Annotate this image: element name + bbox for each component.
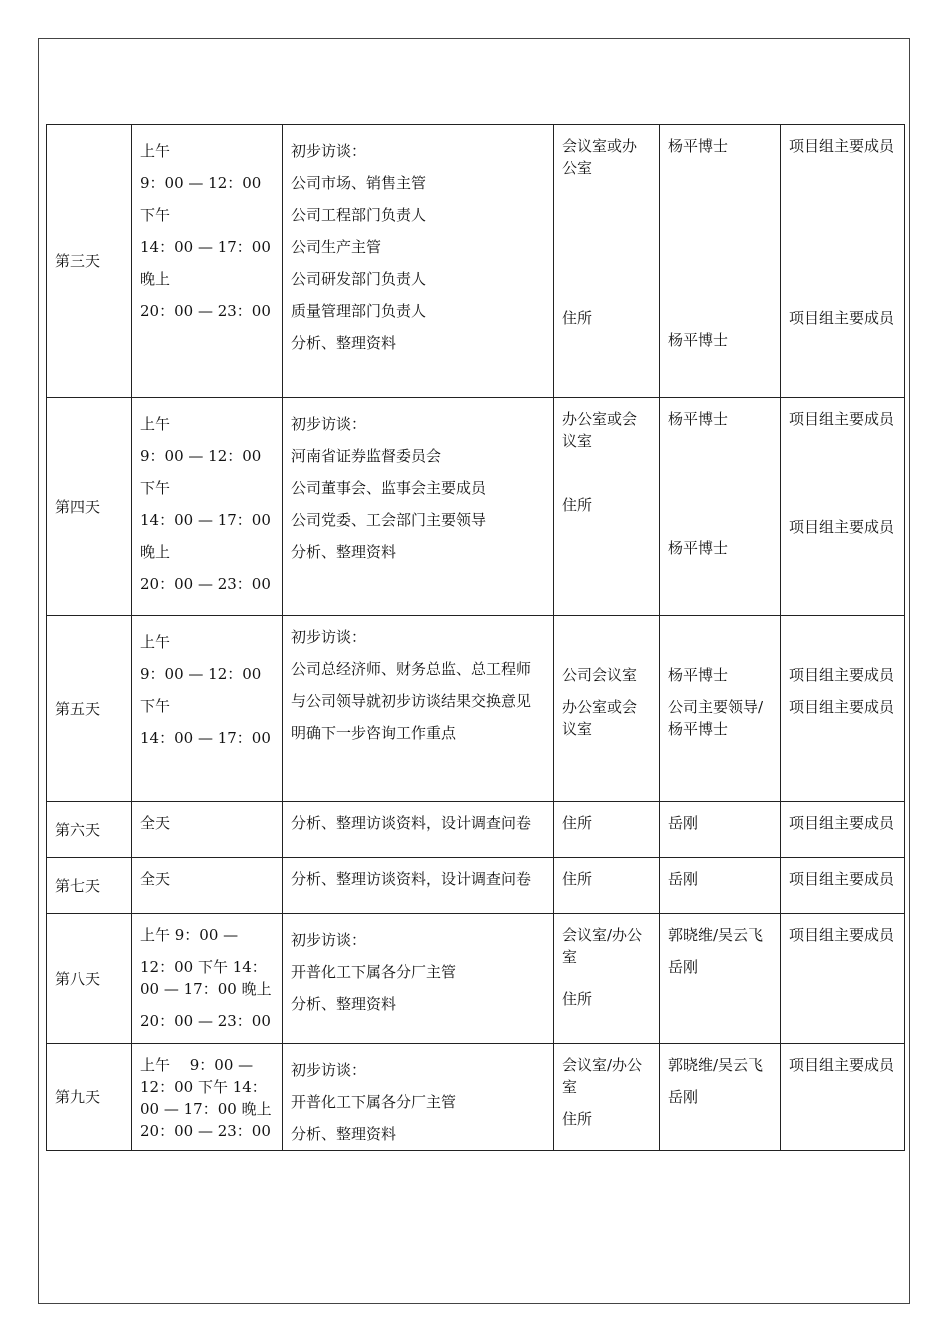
table-row [47, 1044, 905, 1151]
location-cell: 会议室或办公室 住所 [554, 125, 660, 398]
person-cell: 郭晓维/吴云飞 岳刚 [660, 914, 781, 1044]
time-cell: 上午 9：00 — 12：00 下午 14：00 — 17：00 晚上 20：00 — 23：00 [132, 125, 283, 398]
day-cell: 第七天 [47, 858, 132, 914]
day-cell: 第八天 [47, 914, 132, 1044]
content-cell: 初步访谈： 公司市场、销售主管 公司工程部门负责人 公司生产主管 公司研发部门负责人 质量管理部门负责人 分析、整理资料 [283, 125, 554, 398]
person-cell: 岳刚 [660, 858, 781, 914]
person-cell: 郭晓维/吴云飞 岳刚 [660, 1044, 781, 1151]
table-row [47, 616, 905, 802]
attendees-cell: 项目组主要成员 [781, 858, 905, 914]
schedule-table [46, 124, 905, 1151]
time-cell: 全天 [132, 858, 283, 914]
location-cell: 公司会议室 办公室或会议室 [554, 616, 660, 802]
location-cell: 办公室或会议室 住所 [554, 398, 660, 616]
location-cell: 会议室/办公室 住所 [554, 914, 660, 1044]
person-cell: 杨平博士 杨平博士 [660, 398, 781, 616]
person-cell: 杨平博士 杨平博士 [660, 125, 781, 398]
time-cell: 上午 9：00 — 12：00 下午 14：00 — 17：00 晚上 20：00 — 23：00 [132, 398, 283, 616]
day-cell: 第三天 [47, 125, 132, 398]
content-cell: 分析、整理访谈资料，设计调查问卷 [283, 802, 554, 858]
time-cell: 全天 [132, 802, 283, 858]
day-cell: 第五天 [47, 616, 132, 802]
content-cell: 初步访谈： 河南省证券监督委员会 公司董事会、监事会主要成员 公司党委、工会部门主要领导 分析、整理资料 [283, 398, 554, 616]
day-cell: 第六天 [47, 802, 132, 858]
content-cell: 初步访谈： 开普化工下属各分厂主管 分析、整理资料 [283, 1044, 554, 1151]
time-cell: 上午 9：00 — 12：00 下午 14：00 — 17：00 晚上 20：00 — 23：00 [132, 1044, 283, 1151]
attendees-cell: 项目组主要成员 [781, 802, 905, 858]
content-cell: 初步访谈： 开普化工下属各分厂主管 分析、整理资料 [283, 914, 554, 1044]
table-row [47, 858, 905, 914]
attendees-cell: 项目组主要成员 项目组主要成员 [781, 616, 905, 802]
content-cell: 分析、整理访谈资料，设计调查问卷 [283, 858, 554, 914]
location-cell: 住所 [554, 802, 660, 858]
location-cell: 会议室/办公室 住所 [554, 1044, 660, 1151]
day-cell: 第九天 [47, 1044, 132, 1151]
content-cell: 初步访谈： 公司总经济师、财务总监、总工程师 与公司领导就初步访谈结果交换意见 明确下一步咨询工作重点 [283, 616, 554, 802]
table-row [47, 802, 905, 858]
table-row [47, 914, 905, 1044]
person-cell: 岳刚 [660, 802, 781, 858]
location-cell: 住所 [554, 858, 660, 914]
attendees-cell: 项目组主要成员 [781, 1044, 905, 1151]
table-row [47, 125, 905, 398]
attendees-cell: 项目组主要成员 [781, 914, 905, 1044]
day-cell: 第四天 [47, 398, 132, 616]
attendees-cell: 项目组主要成员 项目组主要成员 [781, 125, 905, 398]
time-cell: 上午 9：00 — 12：00 下午 14：00 — 17：00 晚上 20：00 — 23：00 [132, 914, 283, 1044]
attendees-cell: 项目组主要成员 项目组主要成员 [781, 398, 905, 616]
table-row [47, 398, 905, 616]
person-cell: 杨平博士 公司主要领导/杨平博士 [660, 616, 781, 802]
time-cell: 上午 9：00 — 12：00 下午 14：00 — 17：00 [132, 616, 283, 802]
